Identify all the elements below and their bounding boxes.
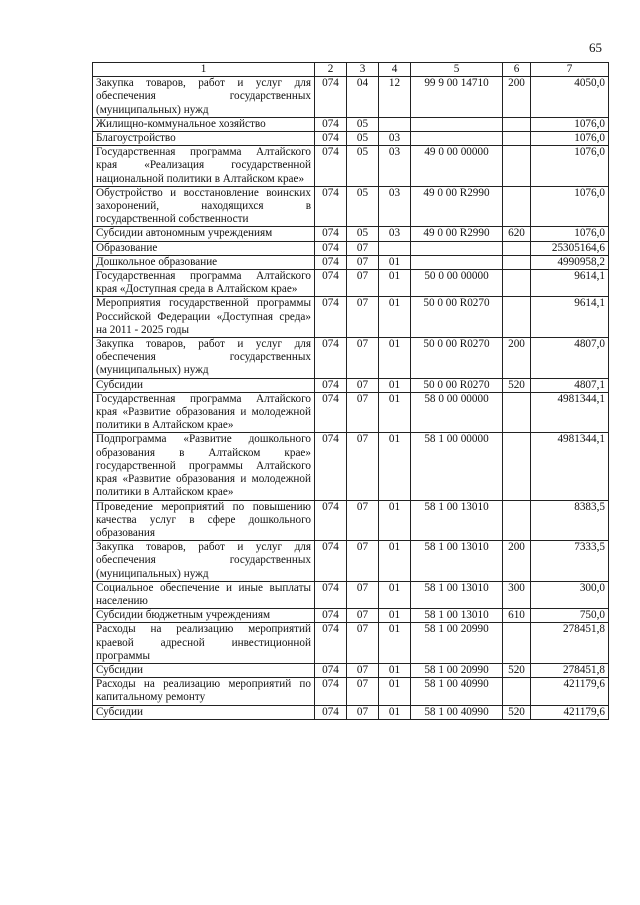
cell-pr: 12 (379, 77, 411, 118)
cell-pr: 03 (379, 146, 411, 187)
cell-vr (503, 500, 531, 541)
cell-sum: 4990958,2 (531, 255, 609, 269)
cell-rz: 05 (347, 227, 379, 241)
cell-ved: 074 (315, 255, 347, 269)
table-row (93, 338, 609, 379)
cell-vr: 520 (503, 663, 531, 677)
cell-name: Жилищно-коммунальное хозяйство (93, 117, 315, 131)
cell-rz: 07 (347, 663, 379, 677)
cell-rz: 07 (347, 378, 379, 392)
cell-ved: 074 (315, 77, 347, 118)
cell-sum: 4807,0 (531, 338, 609, 379)
cell-sum: 278451,8 (531, 663, 609, 677)
table-row (93, 433, 609, 500)
cell-sum: 1076,0 (531, 227, 609, 241)
cell-csr (411, 255, 503, 269)
cell-csr: 99 9 00 14710 (411, 77, 503, 118)
header-row (93, 63, 609, 77)
cell-ved: 074 (315, 241, 347, 255)
cell-ved: 074 (315, 132, 347, 146)
cell-sum: 25305164,6 (531, 241, 609, 255)
cell-csr: 49 0 00 00000 (411, 146, 503, 187)
table-row (93, 623, 609, 664)
cell-vr: 520 (503, 378, 531, 392)
cell-pr: 01 (379, 297, 411, 338)
cell-sum: 1076,0 (531, 146, 609, 187)
cell-csr: 50 0 00 R0270 (411, 378, 503, 392)
cell-csr: 58 1 00 00000 (411, 433, 503, 500)
cell-vr (503, 392, 531, 433)
cell-name: Государственная программа Алтайского края «Доступная среда в Алтайском крае» (93, 270, 315, 297)
table-row (93, 227, 609, 241)
table-row (93, 117, 609, 131)
cell-vr (503, 297, 531, 338)
table-row (93, 500, 609, 541)
cell-ved: 074 (315, 609, 347, 623)
cell-name: Проведение мероприятий по повышению качества услуг в сфере дошкольного образования (93, 500, 315, 541)
table-row (93, 186, 609, 227)
cell-ved: 074 (315, 581, 347, 608)
cell-csr: 58 1 00 40990 (411, 705, 503, 719)
cell-name: Субсидии (93, 705, 315, 719)
cell-name: Субсидии автономным учреждениям (93, 227, 315, 241)
table-row (93, 255, 609, 269)
cell-rz: 07 (347, 241, 379, 255)
table-row (93, 392, 609, 433)
cell-csr: 58 1 00 40990 (411, 678, 503, 705)
cell-rz: 07 (347, 623, 379, 664)
cell-rz: 07 (347, 581, 379, 608)
cell-ved: 074 (315, 227, 347, 241)
cell-vr (503, 241, 531, 255)
cell-vr (503, 678, 531, 705)
cell-sum: 4807,1 (531, 378, 609, 392)
cell-sum: 1076,0 (531, 132, 609, 146)
cell-csr: 58 1 00 13010 (411, 500, 503, 541)
cell-rz: 05 (347, 132, 379, 146)
cell-vr (503, 146, 531, 187)
col-header-csr: 5 (411, 63, 503, 77)
cell-rz: 07 (347, 297, 379, 338)
cell-rz: 05 (347, 146, 379, 187)
cell-ved: 074 (315, 433, 347, 500)
cell-name: Субсидии (93, 378, 315, 392)
budget-table (92, 62, 609, 720)
cell-vr: 200 (503, 338, 531, 379)
col-header-vr: 6 (503, 63, 531, 77)
cell-vr (503, 132, 531, 146)
cell-sum: 9614,1 (531, 270, 609, 297)
cell-name: Расходы на реализацию мероприятий краевой адресной инвестиционной программы (93, 623, 315, 664)
table-body (93, 77, 609, 720)
cell-pr: 03 (379, 186, 411, 227)
cell-sum: 421179,6 (531, 678, 609, 705)
cell-ved: 074 (315, 297, 347, 338)
cell-name: Дошкольное образование (93, 255, 315, 269)
cell-name: Закупка товаров, работ и услуг для обеспечения государственных (муниципальных) нужд (93, 541, 315, 582)
cell-pr: 01 (379, 581, 411, 608)
col-header-rz: 3 (347, 63, 379, 77)
cell-vr (503, 270, 531, 297)
cell-csr (411, 132, 503, 146)
cell-name: Расходы на реализацию мероприятий по капитальному ремонту (93, 678, 315, 705)
cell-ved: 074 (315, 392, 347, 433)
cell-csr: 58 1 00 13010 (411, 581, 503, 608)
cell-vr: 610 (503, 609, 531, 623)
cell-csr: 58 1 00 20990 (411, 663, 503, 677)
cell-csr: 50 0 00 R0270 (411, 297, 503, 338)
cell-csr: 58 0 00 00000 (411, 392, 503, 433)
cell-vr (503, 117, 531, 131)
cell-ved: 074 (315, 541, 347, 582)
cell-rz: 05 (347, 186, 379, 227)
cell-name: Субсидии бюджетным учреждениям (93, 609, 315, 623)
cell-csr (411, 241, 503, 255)
cell-pr: 01 (379, 663, 411, 677)
cell-pr (379, 241, 411, 255)
cell-name: Благоустройство (93, 132, 315, 146)
cell-sum: 9614,1 (531, 297, 609, 338)
cell-pr: 03 (379, 227, 411, 241)
cell-ved: 074 (315, 663, 347, 677)
table-row (93, 541, 609, 582)
cell-ved: 074 (315, 270, 347, 297)
cell-vr (503, 623, 531, 664)
cell-csr: 58 1 00 13010 (411, 541, 503, 582)
cell-rz: 07 (347, 609, 379, 623)
cell-pr: 01 (379, 338, 411, 379)
table-row (93, 297, 609, 338)
cell-vr: 200 (503, 541, 531, 582)
cell-pr: 01 (379, 378, 411, 392)
cell-ved: 074 (315, 146, 347, 187)
cell-pr: 01 (379, 500, 411, 541)
table-row (93, 663, 609, 677)
cell-name: Государственная программа Алтайского края «Развитие образования и молодежной политики в Алтайском крае» (93, 392, 315, 433)
cell-rz: 07 (347, 270, 379, 297)
cell-sum: 4050,0 (531, 77, 609, 118)
cell-csr: 49 0 00 R2990 (411, 227, 503, 241)
cell-ved: 074 (315, 186, 347, 227)
cell-sum: 421179,6 (531, 705, 609, 719)
cell-pr: 01 (379, 705, 411, 719)
cell-name: Образование (93, 241, 315, 255)
cell-vr: 520 (503, 705, 531, 719)
cell-csr: 58 1 00 20990 (411, 623, 503, 664)
table-row (93, 241, 609, 255)
cell-ved: 074 (315, 117, 347, 131)
cell-ved: 074 (315, 705, 347, 719)
cell-rz: 07 (347, 678, 379, 705)
cell-ved: 074 (315, 378, 347, 392)
col-header-pr: 4 (379, 63, 411, 77)
table-row (93, 678, 609, 705)
cell-sum: 1076,0 (531, 186, 609, 227)
col-header-sum: 7 (531, 63, 609, 77)
cell-name: Мероприятия государственной программы Российской Федерации «Доступная среда» на 2011 - 2025 годы (93, 297, 315, 338)
cell-vr (503, 186, 531, 227)
table-row (93, 581, 609, 608)
cell-rz: 07 (347, 433, 379, 500)
cell-rz: 05 (347, 117, 379, 131)
cell-pr: 01 (379, 609, 411, 623)
cell-sum: 8383,5 (531, 500, 609, 541)
table-row (93, 132, 609, 146)
cell-name: Субсидии (93, 663, 315, 677)
cell-pr: 01 (379, 433, 411, 500)
cell-csr: 49 0 00 R2990 (411, 186, 503, 227)
cell-name: Государственная программа Алтайского края «Реализация государственной национальной политики в Алтайском крае» (93, 146, 315, 187)
cell-sum: 278451,8 (531, 623, 609, 664)
cell-pr: 01 (379, 678, 411, 705)
table-row (93, 77, 609, 118)
cell-name: Закупка товаров, работ и услуг для обеспечения государственных (муниципальных) нужд (93, 338, 315, 379)
cell-rz: 07 (347, 255, 379, 269)
table-row (93, 378, 609, 392)
col-header-name: 1 (93, 63, 315, 77)
page-number: 65 (589, 40, 602, 55)
table-row (93, 705, 609, 719)
table-row (93, 146, 609, 187)
cell-vr (503, 433, 531, 500)
table-row (93, 609, 609, 623)
cell-ved: 074 (315, 678, 347, 705)
cell-vr (503, 255, 531, 269)
cell-sum: 4981344,1 (531, 433, 609, 500)
cell-ved: 074 (315, 338, 347, 379)
cell-csr: 50 0 00 R0270 (411, 338, 503, 379)
table-row (93, 270, 609, 297)
cell-sum: 1076,0 (531, 117, 609, 131)
cell-sum: 4981344,1 (531, 392, 609, 433)
cell-rz: 07 (347, 500, 379, 541)
cell-sum: 7333,5 (531, 541, 609, 582)
cell-sum: 750,0 (531, 609, 609, 623)
cell-pr: 03 (379, 132, 411, 146)
cell-rz: 07 (347, 541, 379, 582)
cell-csr: 58 1 00 13010 (411, 609, 503, 623)
cell-name: Социальное обеспечение и иные выплаты населению (93, 581, 315, 608)
cell-pr: 01 (379, 541, 411, 582)
cell-csr (411, 117, 503, 131)
col-header-ved: 2 (315, 63, 347, 77)
cell-pr: 01 (379, 270, 411, 297)
cell-rz: 07 (347, 392, 379, 433)
cell-sum: 300,0 (531, 581, 609, 608)
cell-rz: 07 (347, 705, 379, 719)
cell-vr: 620 (503, 227, 531, 241)
cell-csr: 50 0 00 00000 (411, 270, 503, 297)
cell-pr (379, 117, 411, 131)
cell-name: Подпрограмма «Развитие дошкольного образования в Алтайском крае» государственной программы Алтайского края «Развитие образования и молодежной политики в Алтайском крае» (93, 433, 315, 500)
cell-name: Обустройство и восстановление воинских захоронений, находящихся в государственной собственности (93, 186, 315, 227)
cell-pr: 01 (379, 623, 411, 664)
cell-pr: 01 (379, 255, 411, 269)
cell-ved: 074 (315, 623, 347, 664)
cell-name: Закупка товаров, работ и услуг для обеспечения государственных (муниципальных) нужд (93, 77, 315, 118)
cell-vr: 300 (503, 581, 531, 608)
cell-pr: 01 (379, 392, 411, 433)
cell-rz: 07 (347, 338, 379, 379)
cell-vr: 200 (503, 77, 531, 118)
cell-rz: 04 (347, 77, 379, 118)
cell-ved: 074 (315, 500, 347, 541)
